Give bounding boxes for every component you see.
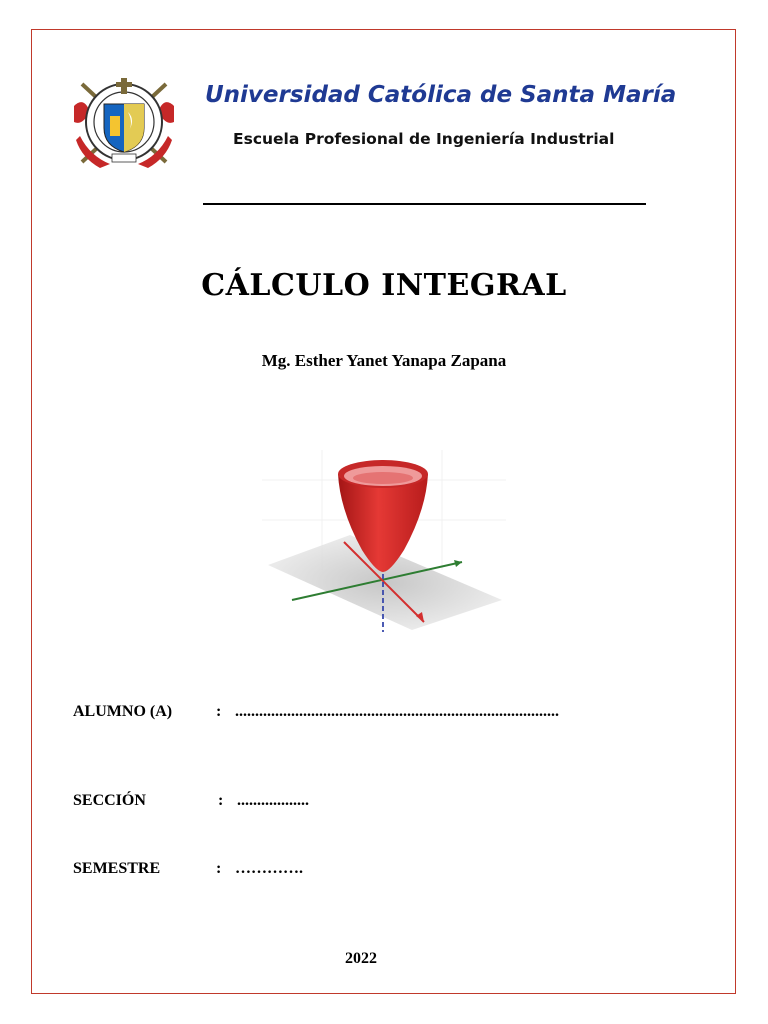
field-seccion [73, 792, 309, 810]
paraboloid-figure [262, 450, 506, 635]
field-label: SEMESTRE [73, 860, 161, 877]
document-title: CÁLCULO INTEGRAL [201, 268, 567, 303]
author-name: Mg. Esther Yanet Yanapa Zapana [261, 351, 507, 370]
field-colon: : [216, 703, 222, 720]
field-semestre [73, 860, 303, 878]
field-value-blank: ................................................................................. [235, 703, 559, 720]
university-name: Universidad Católica de Santa María [205, 82, 677, 108]
field-label: ALUMNO (A) [73, 703, 173, 720]
field-label: SECCIÓN [73, 792, 146, 809]
field-alumno [73, 703, 559, 721]
university-seal-logo [70, 66, 178, 174]
field-value-blank: .................. [237, 792, 309, 809]
header-divider [203, 203, 646, 205]
field-value-blank: …………. [235, 860, 303, 877]
year: 2022 [345, 950, 377, 967]
field-colon: : [218, 792, 224, 809]
school-name: Escuela Profesional de Ingeniería Industrial [233, 130, 615, 148]
field-colon: : [216, 860, 222, 877]
